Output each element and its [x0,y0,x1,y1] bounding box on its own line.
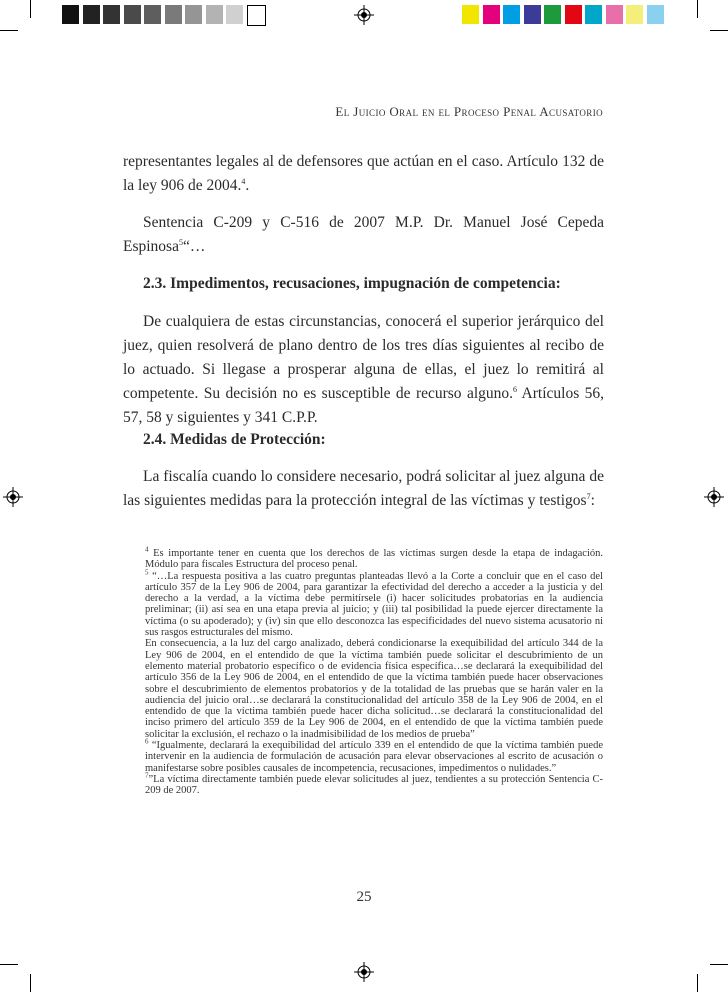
footnote-text: Es importante tener en cuenta que los derechos de las víctimas surgen desde la etapa de indagación. Módulo para fiscales Estructura del proceso penal. [145,548,603,571]
footnote-number: 4 [145,545,149,554]
heading-text: 2.3. Impedimentos, recusaciones, impugnación de competencia: [143,275,561,292]
paragraph-continuation [123,150,604,198]
crop-mark [0,30,18,31]
color-swatch [626,5,643,24]
footnotes [145,545,603,797]
crop-mark [30,974,31,992]
footnote-5 [145,568,603,639]
section-heading-2-4 [123,428,604,452]
footnote-7 [145,771,603,797]
footnote-number: 5 [145,568,149,577]
paragraph-proteccion [123,465,604,513]
paragraph-impedimentos [123,310,604,430]
footnote-number: 7 [145,771,149,780]
footnote-text: “…La respuesta positiva a las cuatro preguntas planteadas llevó a la Corte a concluir que en el caso del artículo 357 de la Ley 906 de 2004, para garantizar la efectividad del derecho a acceder a la justicia y del derecho a la verdad, a la víctima debe permitírsele (i) hacer solicitudes probatorias en la audiencia preliminar; (ii) así sea en una etapa previa al juicio; y (iii) tal posibilidad la puede ejercer directamente la víctima (o su apoderado); y (iv) sin que ello desconozca las especificidades del nuevo sistema acusatorio ni sus rasgos estructurales del mismo. [145,570,603,639]
running-header: El Juicio Oral en el Proceso Penal Acusatorio [335,104,603,119]
paragraph-text: : [590,492,595,509]
paragraph-sentencia [123,211,604,259]
paragraph-text: “… [182,238,206,255]
paragraph-text: La fiscalía cuando lo considere necesario, podrá solicitar al juez alguna de las siguientes medidas para la protección integral de las víctimas y testigos [123,468,604,509]
footnote-text: “Igualmente, declarará la exequibilidad del artículo 339 en el entendido de que la víctima también puede intervenir en la audiencia de formulación de acusación para elevar observaciones al escrito de acusación o manifestarse sobre posibles causales de incompetencia, recusaciones, impedimentos o nulidades.” [145,740,603,774]
paragraph-text: Sentencia C-209 y C-516 de 2007 M.P. Dr. Manuel José Cepeda Espinosa [123,214,604,255]
crop-mark [710,30,728,31]
crop-mark [0,964,18,965]
registration-mark-icon [704,487,724,507]
section-heading-2-3 [123,272,604,296]
gray-swatch [185,5,202,24]
crop-mark [710,964,728,965]
paragraph-text: . [245,177,250,194]
registration-mark-icon [354,5,374,25]
color-swatch [462,5,479,24]
color-swatch [544,5,561,24]
gray-swatch [226,5,243,24]
gray-swatch [62,5,79,24]
footnote-number: 6 [145,737,149,746]
gray-swatch [144,5,161,24]
footnote-6 [145,737,603,774]
paragraph-text: De cualquiera de estas circunstancias, conocerá el superior jerárquico del juez, quien resolverá de plano dentro de los tres días siguientes al recibo de lo actuado. Si llegase a prosperar alguna de ellas, el juez lo remitirá al competente. Su decisión no es susceptible de recurso alguno. [123,313,604,402]
footnote-ref[interactable]: 7 [586,491,591,501]
paragraph-text: Artículos 56, 57, 58 y siguientes y 341 C.P.P. [123,385,604,426]
registration-mark-icon [354,962,374,982]
gray-swatch [103,5,120,24]
footnote-5-continued [145,638,603,740]
color-swatch [503,5,520,24]
page-number: 25 [356,889,372,905]
crop-mark [697,974,698,992]
footnote-text: En consecuencia, a la luz del cargo analizado, deberá condicionarse la exequibilidad del artículo 344 de la Ley 906 de 2004, en el entendido de que la víctima también puede solicitar el descubrimiento de un elemento material probatorio específico o de evidencia física específica…se declarará la exequibilidad del artículo 356 de la Ley 906 de 2004, en el entendido de que la víctima también puede hacer observaciones sobre el descubrimiento de elementos probatorios y de la totalidad de las pruebas que se harán valer en la audiencia del juicio oral…se declarará la constitucionalidad del artículo 358 de la Ley 906 de 2004, en el entendido de que la víctima también puede hacer dicha solicitud…se declarará la constitucionalidad del inciso primero del artículo 359 de la Ley 906 de 2004, en el entendido de que la víctima también puede solicitar la exclusión, el rechazo o la inadmisibilidad de los medios de prueba” [145,638,603,740]
footnote-ref[interactable]: 5 [178,237,183,247]
color-swatch [585,5,602,24]
color-swatch [483,5,500,24]
footnote-ref[interactable]: 4 [241,176,246,186]
gray-swatch [124,5,141,24]
color-swatch [647,5,664,24]
registration-mark-icon [3,487,23,507]
color-swatch [565,5,582,24]
color-swatch [606,5,623,24]
gray-swatch [206,5,223,24]
crop-mark [697,0,698,18]
footnote-text: ”La víctima directamente también puede elevar solicitudes al juez, tendientes a su protección Sentencia C-209 de 2007. [145,773,603,797]
gray-swatch [83,5,100,24]
heading-text: 2.4. Medidas de Protección: [143,431,326,448]
crop-mark [30,0,31,18]
paragraph-text: representantes legales al de defensores que actúan en el caso. Artículo 132 de la ley 906 de 2004. [123,153,604,194]
color-swatch [524,5,541,24]
gray-swatch [165,5,182,24]
gray-swatch [247,5,266,26]
footnote-ref[interactable]: 6 [513,384,518,394]
footnote-4 [145,545,603,571]
